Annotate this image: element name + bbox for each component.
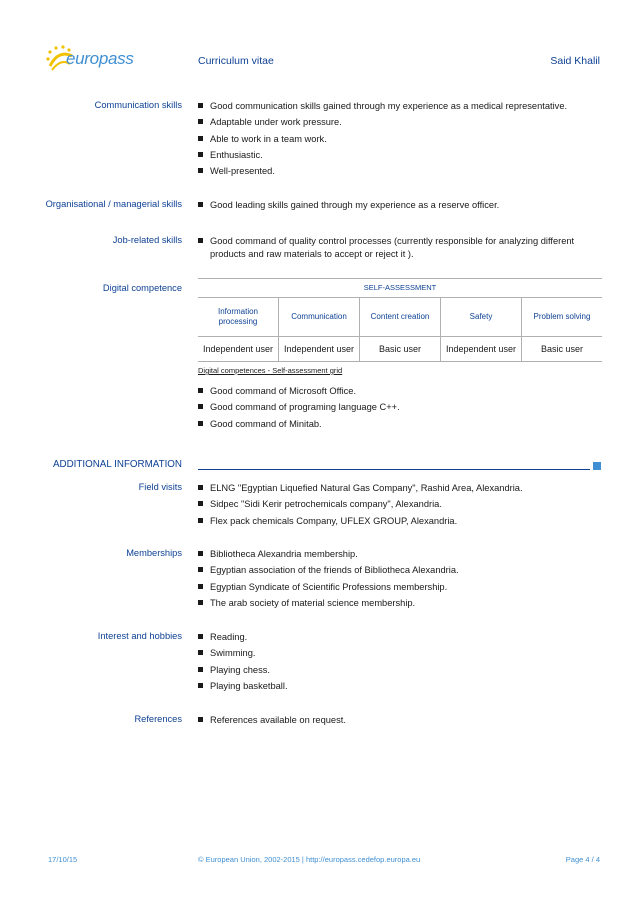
job-related-skills-label: Job-related skills (112, 235, 182, 245)
digital-competence-grid (198, 278, 602, 362)
list-item: Playing chess. (198, 664, 602, 677)
list-item: Egyptian association of the friends of Bibliotheca Alexandria. (198, 564, 602, 577)
field-visits-list (198, 482, 602, 527)
list-item: References available on request. (198, 714, 602, 727)
list-item: The arab society of material science membership. (198, 597, 602, 610)
list-item: Good communication skills gained through my experience as a medical representative. (198, 100, 602, 113)
grid-header-row (198, 298, 602, 337)
list-item: Sidpec "Sidi Kerir petrochemicals company", Alexandria. (198, 498, 602, 511)
grid-caption-link[interactable]: Digital competences - Self-assessment grid (198, 366, 343, 375)
list-item: Egyptian Syndicate of Scientific Professions membership. (198, 581, 602, 594)
grid-level-cell: Independent user (198, 337, 279, 362)
grid-level-cell: Independent user (279, 337, 360, 362)
job-related-skills-list (198, 235, 602, 260)
memberships-list (198, 548, 602, 609)
grid-level-cell: Independent user (441, 337, 522, 362)
interests-label: Interest and hobbies (97, 631, 182, 641)
grid-column-header: Safety (441, 298, 522, 337)
section-divider (198, 469, 590, 470)
footer-page-number: Page 4 / 4 (565, 855, 600, 864)
grid-level-cell: Basic user (360, 337, 441, 362)
list-item: Adaptable under work pressure. (198, 116, 602, 129)
document-title: Curriculum vitae (198, 55, 274, 67)
organisational-skills-label: Organisational / managerial skills (45, 199, 182, 209)
grid-column-header: Information processing (198, 298, 279, 337)
list-item: Good command of programing language C++. (198, 401, 602, 414)
list-item: Good leading skills gained through my experience as a reserve officer. (198, 199, 602, 212)
list-item: ELNG "Egyptian Liquefied Natural Gas Company", Rashid Area, Alexandria. (198, 482, 602, 495)
grid-title: SELF-ASSESSMENT (198, 278, 602, 297)
grid-column-header: Content creation (360, 298, 441, 337)
list-item: Bibliotheca Alexandria membership. (198, 548, 602, 561)
list-item: Able to work in a team work. (198, 133, 602, 146)
references-label: References (134, 714, 182, 724)
additional-information-heading: ADDITIONAL INFORMATION (53, 459, 182, 470)
list-item: Good command of quality control processes (currently responsible for analyzing different products and raw materials to accept or reject it ). (198, 235, 602, 260)
europass-logo-text: europass (66, 49, 134, 68)
list-item: Enthusiastic. (198, 149, 602, 162)
references-list (198, 714, 602, 727)
grid-level-cell: Basic user (522, 337, 603, 362)
list-item: Well-presented. (198, 165, 602, 178)
list-item: Swimming. (198, 647, 602, 660)
candidate-name: Said Khalil (550, 55, 600, 67)
field-visits-label: Field visits (138, 482, 182, 492)
list-item: Good command of Microsoft Office. (198, 385, 602, 398)
list-item: Good command of Minitab. (198, 418, 602, 431)
section-marker-icon (593, 462, 601, 470)
grid-level-row (198, 337, 602, 362)
page-header (0, 0, 638, 80)
digital-competence-label: Digital competence (102, 283, 182, 293)
digital-competence-list (198, 385, 602, 430)
footer-copyright-link[interactable]: © European Union, 2002-2015 | http://europass.cedefop.europa.eu (198, 855, 421, 864)
interests-list (198, 631, 602, 692)
list-item: Flex pack chemicals Company, UFLEX GROUP, Alexandria. (198, 515, 602, 528)
footer-date: 17/10/15 (48, 855, 78, 864)
memberships-label: Memberships (126, 548, 182, 558)
grid-column-header: Problem solving (522, 298, 603, 337)
communication-skills-list (198, 100, 602, 178)
list-item: Reading. (198, 631, 602, 644)
grid-column-header: Communication (279, 298, 360, 337)
organisational-skills-list (198, 199, 602, 212)
list-item: Playing basketball. (198, 680, 602, 693)
communication-skills-label: Communication skills (94, 100, 182, 110)
